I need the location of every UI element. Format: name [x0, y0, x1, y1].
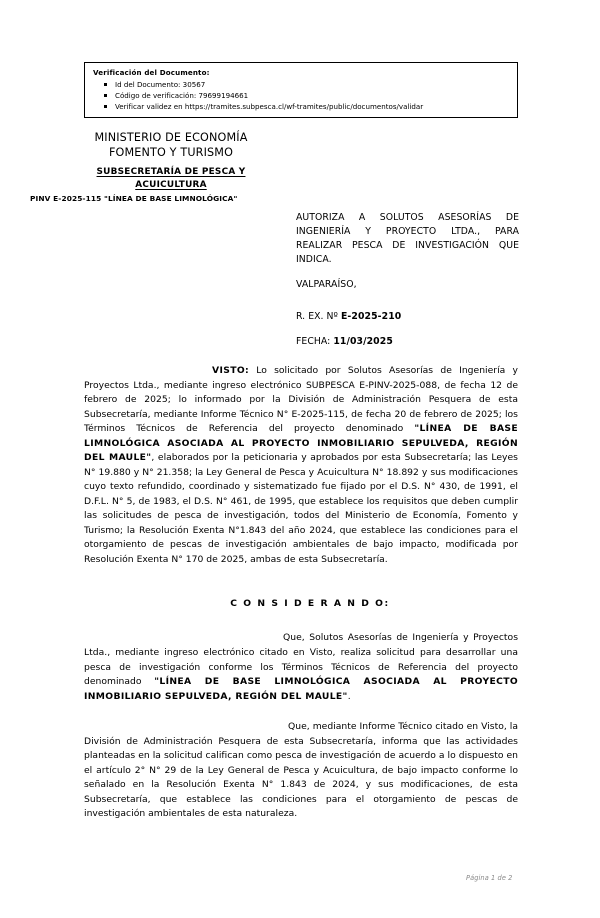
considerando-1-text-part-2: . [347, 690, 351, 702]
visto-text-part-1: Lo solicitado por Solutos Asesorías de Ingeniería y Proyectos Ltda., mediante ingreso electrónico SUBPESCA E-PINV-2025-088, de fecha 12 de febrero de 2025; lo informado por la División de Administración Pesquera de esta Subsecretaría, mediante Informe Técnico N° E-2025-115, de fecha 20 de febrero de 2025; los Términos Técnicos de Referencia del proyecto denominado [84, 365, 518, 435]
verification-item-document-id: Id del Documento: 30567 [115, 79, 513, 90]
verification-list [93, 79, 513, 113]
resolution-city: VALPARAÍSO, [296, 278, 357, 290]
subsecretaria-line-1: SUBSECRETARÍA DE PESCA Y [96, 167, 246, 177]
visto-label: VISTO: [212, 365, 249, 376]
verification-box [84, 62, 518, 118]
visto-paragraph [84, 364, 518, 567]
considerando-1-text-part-1: Que, Solutos Asesorías de Ingeniería y Proyectos Ltda., mediante ingreso electrónico citado en Visto, realiza solicitud para desarrollar una pesca de investigación conforme los Términos Técnicos de Referencia del proyecto denominado [84, 632, 518, 688]
subsecretaria-line-2: ACUICULTURA [135, 179, 207, 190]
visto-text-part-2: , elaborados por la peticionaria y aprobados por esta Subsecretaría; las Leyes N° 19.880 y N° 21.358; la Ley General de Pesca y Acuicultura N° 18.892 y sus modificaciones cuyo texto refundido, coordinado y sistematizado fue fijado por el D.S. N° 430, de 1991, el D.F.L. N° 5, de 1983, el D.S. N° 461, de 1995, que establece los requisitos que deben cumplir las solicitudes de pesca de investigación, todos del Ministerio de Economía, Fomento y Turismo; la Resolución Exenta N°1.843 del año 2024, que establece las condiciones para el otorgamiento de pescas de investigación ambientales de bajo impacto, modificada por Resolución Exenta N° 170 de 2025, ambas de esta Subsecretaría. [84, 452, 518, 565]
subsecretaria-heading [46, 166, 296, 191]
resolution-number-line [296, 311, 519, 322]
visto-project-name: "LÍNEA DE BASE LIMNOLÓGICA ASOCIADA AL PROYECTO INMOBILIARIO SEPULVEDA, REGIÓN DEL MAULE" [84, 423, 518, 464]
considerando-2-text: Que, mediante Informe Técnico citado en Visto, la División de Administración Pesquera de esta Subsecretaría, informa que las actividades planteadas en la solicitud califican como pesca de investigación de acuerdo a lo dispuesto en el artículo 2° N° 29 de la Ley General de Pesca y Acuicultura, de bajo impacto conforme lo señalado en la Resolución Exenta N° 1.843 de 2024, y sus modificaciones, de esta Subsecretaría, que establece las condiciones para el otorgamiento de pescas de investigación ambientales de esta naturaleza. [84, 721, 518, 820]
title-block [296, 211, 519, 347]
resolution-date-value: 11/03/2025 [333, 336, 393, 348]
document-body [84, 364, 518, 822]
ministry-line-2: FOMENTO Y TURISMO [108, 145, 234, 159]
verification-title: Verificación del Documento: [93, 68, 210, 77]
resolution-date-line [296, 336, 519, 347]
resolution-number-value: E-2025-210 [340, 311, 402, 323]
page-footer: Página 1 de 2 [466, 874, 513, 882]
considerando-heading: C O N S I D E R A N D O: [230, 598, 390, 610]
considerando-paragraph-2 [84, 720, 518, 822]
resolution-number-label: R. EX. Nº [296, 311, 341, 323]
resolution-subject: AUTORIZA A SOLUTOS ASESORÍAS DE INGENIERÍA Y PROYECTO LTDA., PARA REALIZAR PESCA DE INVESTIGACIÓN QUE INDICA. [296, 212, 519, 266]
spacer-before-considerando [84, 567, 518, 598]
ministry-line-1: MINISTERIO DE ECONOMÍA [94, 131, 248, 144]
considerando-paragraph-1 [84, 631, 518, 704]
spacer-after-considerando [84, 609, 518, 631]
resolution-date-label: FECHA: [296, 336, 334, 348]
pinv-reference: PINV E-2025-115 "LÍNEA DE BASE LIMNOLÓGICA" [30, 194, 238, 203]
considerando-1-project-name: "LÍNEA DE BASE LIMNOLÓGICA ASOCIADA AL PROYECTO INMOBILIARIO SEPULVEDA, REGIÓN DEL MAULE" [84, 676, 518, 702]
verification-item-url: Verificar validez en https://tramites.subpesca.cl/wf-tramites/public/documentos/validar [115, 101, 513, 112]
ministry-header [46, 131, 296, 161]
spacer-between-considerandos [84, 704, 518, 720]
verification-item-code: Código de verificación: 79699194661 [115, 90, 513, 101]
